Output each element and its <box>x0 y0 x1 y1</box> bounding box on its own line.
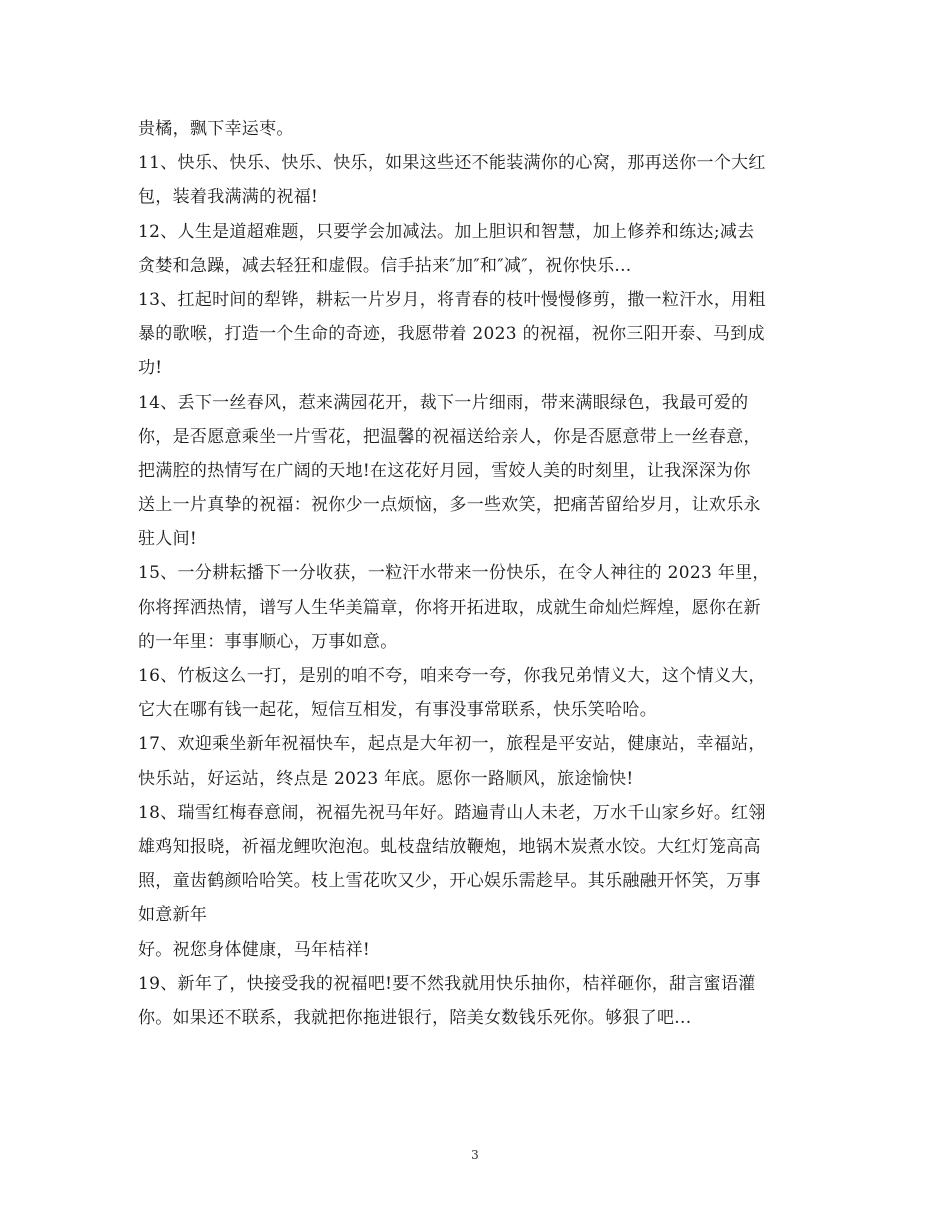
text-line: 暴的歌喉，打造一个生命的奇迹，我愿带着 2023 的祝福，祝你三阳开泰、马到成 <box>138 324 765 345</box>
document-body <box>138 112 828 1035</box>
text-line: 贪婪和急躁，减去轻狂和虚假。信手拈来″加″和″减″，祝你快乐... <box>138 255 632 276</box>
text-line: 17、欢迎乘坐新年祝福快车，起点是大年初一，旅程是平安站，健康站，幸福站， <box>138 734 766 755</box>
text-line: 15、一分耕耘播下一分收获，一粒汗水带来一份快乐，在令人神往的 2023 年里， <box>138 563 770 584</box>
text-line: 它大在哪有钱一起花，短信互相发，有事没事常联系，快乐笑哈哈。 <box>138 700 657 721</box>
text-line: 贵橘，飘下幸运枣。 <box>138 119 294 139</box>
text-line: 14、丢下一丝春风，惹来满园花开，裁下一片细雨，带来满眼绿色，我最可爱的 <box>138 392 749 413</box>
text-line: 18、瑞雪红梅春意闹，祝福先祝马年好。踏遍青山人未老，万水千山家乡好。红翎 <box>138 802 766 823</box>
text-line: 快乐站，好运站，终点是 2023 年底。愿你一路顺风，旅途愉快! <box>138 768 634 789</box>
text-line: 好。祝您身体健康，马年桔祥! <box>138 939 371 960</box>
text-line: 你。如果还不联系，我就把你拖进银行，陪美女数钱乐死你。够狠了吧... <box>138 1007 692 1028</box>
text-line: 12、人生是道超难题，只要学会加减法。加上胆识和智慧，加上修养和练达;减去 <box>138 221 755 242</box>
page-number: 3 <box>471 1148 479 1162</box>
text-line: 功! <box>138 358 163 379</box>
text-line: 包，装着我满满的祝福! <box>138 187 319 208</box>
text-line: 把满腔的热情写在广阔的天地!在这花好月园，雪姣人美的时刻里，让我深深为你 <box>138 460 751 481</box>
text-line: 照，童齿鹤颜哈哈笑。枝上雪花吹又少，开心娱乐需趁早。其乐融融开怀笑，万事 <box>138 871 761 892</box>
text-line: 的一年里：事事顺心，万事如意。 <box>138 631 398 652</box>
text-line: 送上一片真挚的祝福：祝你少一点烦恼，多一些欢笑，把痛苦留给岁月，让欢乐永 <box>138 495 761 516</box>
text-line: 你将挥洒热情，谱写人生华美篇章，你将开拓进取，成就生命灿烂辉煌，愿你在新 <box>138 597 761 618</box>
text-line: 13、扛起时间的犁铧，耕耘一片岁月，将青春的枝叶慢慢修剪，撒一粒汗水，用粗 <box>138 289 766 310</box>
text-line: 16、竹板这么一打，是别的咱不夸，咱来夸一夸，你我兄弟情义大，这个情义大， <box>138 666 766 686</box>
text-line: 如意新年 <box>138 905 208 926</box>
text-line: 雄鸡知报晓，祈福龙鲤吹泡泡。虬枝盘结放鞭炮，地锅木炭煮水饺。大红灯笼高高 <box>138 836 761 857</box>
text-line: 你，是否愿意乘坐一片雪花，把温馨的祝福送给亲人，你是否愿意带上一丝春意， <box>138 426 761 447</box>
text-line: 19、新年了，快接受我的祝福吧!要不然我就用快乐抽你，桔祥砸你，甜言蜜语灌 <box>138 973 756 994</box>
text-line: 驻人间! <box>138 529 198 550</box>
text-line: 11、快乐、快乐、快乐、快乐，如果这些还不能装满你的心窝，那再送你一个大红 <box>138 153 766 174</box>
